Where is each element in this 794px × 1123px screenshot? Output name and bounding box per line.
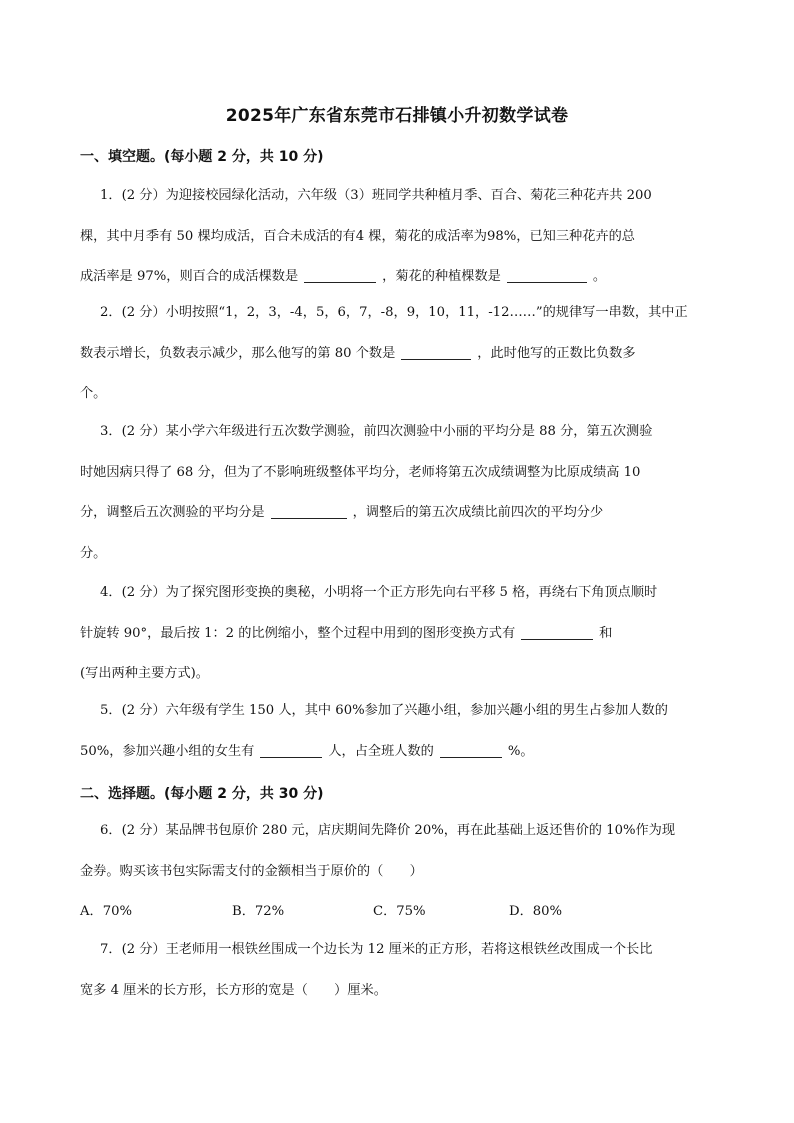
exam-title: 2025年广东省东莞市石排镇小升初数学试卷 [225,106,569,126]
question-3-line-4: 分。 [80,545,107,561]
answer-blank[interactable] [401,358,471,360]
question-6-options [80,900,720,924]
question-2-text-b: ，此时他写的正数比负数多 [477,345,636,361]
option-d[interactable]: D．80% [509,904,563,919]
question-6 [80,811,720,892]
question-2-line-1: 2．(2 分）小明按照“1，2，3，-4，5，6，7，-8，9，10，11，-12……”的规律写一串数，其中正 [100,305,688,320]
question-1-line-3 [80,257,720,298]
question-4-text-a: 针旋转 90°，最后按 1：2 的比例缩小，整个过程中用到的图形变换方式有 [80,625,516,641]
question-6-line-1: 6．(2 分）某品牌书包原价 280 元，店庆期间先降价 20%，再在此基础上返还售价的 10%作为现 [100,823,676,838]
question-1-text-b: ，菊花的种植棵数是 [382,269,501,284]
question-7 [80,930,720,1011]
question-2-line-2 [80,334,720,375]
question-5-text-c: %。 [507,743,534,759]
question-5-line-1: 5．(2 分）六年级有学生 150 人，其中 60%参加了兴趣小组，参加兴趣小组的男生占参加人数的 [100,703,668,718]
answer-blank[interactable] [521,638,593,640]
question-3 [80,412,720,574]
question-2 [80,293,720,415]
question-4-line-2 [80,614,720,655]
question-3-line-1: 3．(2 分）某小学六年级进行五次数学测验，前四次测验中小丽的平均分是 88 分，第五次测验 [100,424,653,439]
question-7-line-1: 7．(2 分）王老师用一根铁丝围成一个边长为 12 厘米的正方形，若将这根铁丝改围成一个长比 [100,942,653,957]
question-3-text-a: 分，调整后五次测验的平均分是 [80,505,265,520]
question-4-text-b: 和 [599,625,613,641]
question-3-text-b: ，调整后的第五次成绩比前四次的平均分少 [352,505,604,520]
option-c[interactable]: C．75% [373,904,426,919]
answer-blank[interactable] [440,756,502,758]
question-5 [80,691,720,772]
question-2-line-3: 个。 [80,386,107,401]
question-1-line-1: 1．(2 分）为迎接校园绿化活动，六年级（3）班同学共种植月季、百合、菊花三种花卉共 200 [100,188,652,203]
question-7-line-2: 宽多 4 厘米的长方形，长方形的宽是（ ）厘米。 [80,982,387,998]
question-1-line-2: 棵，其中月季有 50 棵均成活，百合未成活的有4 棵，菊花的成活率为98%，已知三种花卉的总 [80,228,635,244]
section-heading-fill-blank: 一、填空题。(每小题 2 分，共 10 分) [80,149,324,165]
question-1-text-a: 成活率是 97%，则百合的成活棵数是 [80,269,299,284]
question-5-text-a: 50%，参加兴趣小组的女生有 [80,743,255,759]
question-1 [80,176,720,298]
answer-blank[interactable] [271,517,347,519]
question-4-line-3: (写出两种主要方式)。 [80,666,209,681]
question-1-text-c: 。 [592,269,607,284]
question-2-text-a: 数表示增长，负数表示减少，那么他写的第 80 个数是 [80,345,396,361]
answer-blank[interactable] [260,756,322,758]
question-5-text-b: 人，占全班人数的 [328,743,434,759]
question-3-line-3 [80,493,720,534]
question-4-line-1: 4．(2 分）为了探究图形变换的奥秘，小明将一个正方形先向右平移 5 格，再绕右下角顶点顺时 [100,585,658,600]
option-a[interactable]: A．70% [80,904,133,919]
option-b[interactable]: B．72% [232,904,285,919]
question-5-line-2 [80,732,720,773]
question-6-line-2: 金券。购买该书包实际需支付的金额相当于原价的（ ） [80,863,423,879]
answer-blank[interactable] [507,281,587,283]
answer-blank[interactable] [304,281,376,283]
section-heading-multiple-choice: 二、选择题。(每小题 2 分，共 30 分) [80,786,324,802]
question-4 [80,573,720,695]
question-3-line-2: 时她因病只得了 68 分，但为了不影响班级整体平均分，老师将第五次成绩调整为比原成绩高 10 [80,464,641,480]
